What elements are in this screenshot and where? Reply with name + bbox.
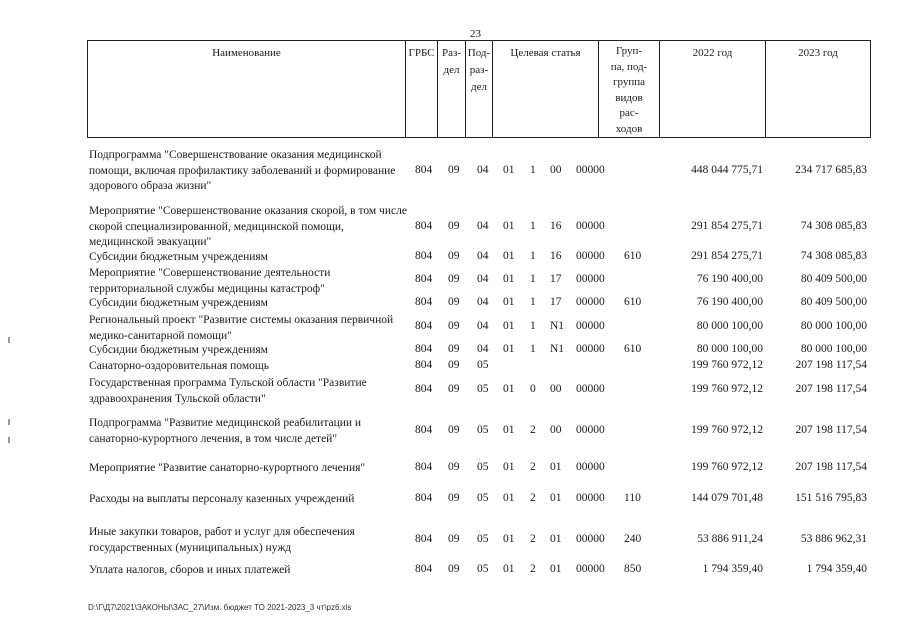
cell-grbs: 804 (415, 533, 433, 545)
cell-grbs: 804 (415, 220, 433, 232)
cell-pr: 05 (477, 533, 489, 545)
row-name: Мероприятие "Совершенствование деятельности территориальной службы медицины катастроф" (89, 267, 331, 295)
cell-grbs: 804 (415, 164, 433, 176)
cell-s: 2 (530, 492, 536, 504)
cell-y2023: 234 717 685,83 (795, 164, 867, 176)
cell-c: 00000 (576, 492, 605, 504)
cell-c: 00000 (576, 220, 605, 232)
margin-mark (8, 419, 10, 425)
cell-p: 01 (503, 320, 515, 332)
cell-y2023: 207 198 117,54 (795, 461, 867, 473)
header-2022: 2022 год (660, 41, 766, 137)
cell-p: 01 (503, 220, 515, 232)
cell-y2022: 199 760 972,12 (691, 383, 763, 395)
cell-n: 01 (550, 461, 562, 473)
cell-rz: 09 (448, 164, 460, 176)
cell-n: 16 (550, 250, 562, 262)
row-name: Иные закупки товаров, работ и услуг для обеспечения государственных (муниципальных) нужд (89, 526, 355, 554)
cell-p: 01 (503, 563, 515, 575)
cell-grbs: 804 (415, 492, 433, 504)
cell-y2022: 1 794 359,40 (702, 563, 763, 575)
cell-n: N1 (550, 343, 565, 355)
cell-rz: 09 (448, 383, 460, 395)
cell-y2022: 291 854 275,71 (691, 250, 763, 262)
cell-n: 01 (550, 563, 562, 575)
cell-grbs: 804 (415, 250, 433, 262)
cell-n: 00 (550, 424, 562, 436)
cell-vr: 610 (624, 296, 642, 308)
row-name: Подпрограмма "Совершенствование оказания медицинской помощи, включая профилактику заболеваний и формирование здорового образа жизни" (89, 149, 396, 192)
cell-y2022: 199 760 972,12 (691, 461, 763, 473)
cell-y2023: 80 409 500,00 (800, 273, 867, 285)
cell-c: 00000 (576, 424, 605, 436)
row-name: Субсидии бюджетным учреждениям (89, 344, 268, 356)
cell-vr: 240 (624, 533, 642, 545)
cell-vr: 850 (624, 563, 642, 575)
cell-y2022: 80 000 100,00 (696, 320, 763, 332)
cell-pr: 04 (477, 343, 489, 355)
row-name: Мероприятие "Развитие санаторно-курортного лечения" (89, 462, 366, 474)
cell-pr: 04 (477, 320, 489, 332)
row-name: Государственная программа Тульской области "Развитие здравоохранения Тульской области" (89, 377, 367, 405)
cell-n: 17 (550, 296, 562, 308)
cell-pr: 04 (477, 296, 489, 308)
cell-c: 00000 (576, 273, 605, 285)
row-name: Санаторно-оздоровительная помощь (89, 360, 269, 372)
cell-y2022: 53 886 911,24 (697, 533, 763, 545)
cell-rz: 09 (448, 273, 460, 285)
cell-vr: 110 (624, 492, 641, 504)
cell-p: 01 (503, 273, 515, 285)
cell-y2023: 53 886 962,31 (800, 533, 867, 545)
cell-y2022: 76 190 400,00 (696, 296, 763, 308)
cell-y2022: 80 000 100,00 (696, 343, 763, 355)
cell-y2022: 448 044 775,71 (691, 164, 763, 176)
row-name: Подпрограмма "Развитие медицинской реабилитации и санаторно-курортного лечения, в том числе детей" (89, 417, 362, 445)
cell-pr: 05 (477, 383, 489, 395)
cell-n: 00 (550, 383, 562, 395)
cell-n: 01 (550, 533, 562, 545)
cell-c: 00000 (576, 563, 605, 575)
cell-p: 01 (503, 383, 515, 395)
cell-n: 17 (550, 273, 562, 285)
cell-rz: 09 (448, 359, 460, 371)
cell-c: 00000 (576, 296, 605, 308)
cell-rz: 09 (448, 563, 460, 575)
header-name: Наименование (88, 41, 406, 137)
cell-rz: 09 (448, 424, 460, 436)
cell-grbs: 804 (415, 359, 433, 371)
cell-grbs: 804 (415, 343, 433, 355)
cell-pr: 05 (477, 492, 489, 504)
cell-p: 01 (503, 492, 515, 504)
cell-c: 00000 (576, 164, 605, 176)
cell-pr: 05 (477, 359, 489, 371)
cell-rz: 09 (448, 343, 460, 355)
cell-s: 2 (530, 563, 536, 575)
header-target: Целевая статья (493, 41, 599, 137)
file-path-footer: D:\Г\Д7\2021\ЗАКОНЫ\ЗАС_27\Изм. бюджет ТО 2021-2023_3 чт\рz6.xls (88, 603, 352, 612)
cell-pr: 04 (477, 220, 489, 232)
cell-pr: 04 (477, 273, 489, 285)
cell-grbs: 804 (415, 273, 433, 285)
cell-s: 1 (530, 296, 536, 308)
header-grbs: ГРБС (406, 41, 438, 137)
cell-y2022: 199 760 972,12 (691, 359, 763, 371)
cell-n: 00 (550, 164, 562, 176)
margin-mark (8, 437, 10, 443)
cell-c: 00000 (576, 383, 605, 395)
cell-p: 01 (503, 461, 515, 473)
row-name: Мероприятие "Совершенствование оказания скорой, в том числе скорой специализированной, медицинской помощи, медицинской эвакуации" (89, 205, 407, 248)
table-header (87, 40, 871, 138)
cell-grbs: 804 (415, 383, 433, 395)
cell-y2023: 80 409 500,00 (800, 296, 867, 308)
cell-y2023: 151 516 795,83 (795, 492, 867, 504)
margin-mark (8, 337, 10, 343)
cell-vr: 610 (624, 343, 642, 355)
header-group: Груп- па, под- группа видов рас- ходов (599, 41, 660, 137)
row-name: Субсидии бюджетным учреждениям (89, 251, 268, 263)
header-podrazdel: Под- раз- дел (466, 41, 493, 137)
cell-y2022: 144 079 701,48 (691, 492, 763, 504)
cell-y2022: 291 854 275,71 (691, 220, 763, 232)
cell-rz: 09 (448, 461, 460, 473)
cell-p: 01 (503, 164, 515, 176)
cell-pr: 05 (477, 424, 489, 436)
cell-rz: 09 (448, 296, 460, 308)
cell-c: 00000 (576, 461, 605, 473)
cell-p: 01 (503, 343, 515, 355)
cell-y2023: 80 000 100,00 (800, 320, 867, 332)
cell-p: 01 (503, 424, 515, 436)
cell-s: 0 (530, 383, 536, 395)
cell-grbs: 804 (415, 320, 433, 332)
cell-p: 01 (503, 250, 515, 262)
cell-n: 01 (550, 492, 562, 504)
cell-s: 2 (530, 533, 536, 545)
cell-y2023: 74 308 085,83 (800, 250, 867, 262)
cell-rz: 09 (448, 320, 460, 332)
cell-pr: 04 (477, 164, 489, 176)
cell-grbs: 804 (415, 563, 433, 575)
cell-rz: 09 (448, 533, 460, 545)
cell-n: 16 (550, 220, 562, 232)
cell-s: 2 (530, 461, 536, 473)
cell-grbs: 804 (415, 424, 433, 436)
cell-p: 01 (503, 533, 515, 545)
cell-y2022: 76 190 400,00 (696, 273, 763, 285)
page-number: 23 (470, 28, 481, 40)
cell-c: 00000 (576, 343, 605, 355)
cell-grbs: 804 (415, 296, 433, 308)
cell-y2023: 207 198 117,54 (795, 383, 867, 395)
header-razdel: Раз- дел (438, 41, 466, 137)
cell-s: 1 (530, 250, 536, 262)
cell-y2023: 207 198 117,54 (795, 424, 867, 436)
cell-c: 00000 (576, 320, 605, 332)
cell-s: 1 (530, 273, 536, 285)
cell-vr: 610 (624, 250, 642, 262)
cell-pr: 05 (477, 563, 489, 575)
cell-s: 1 (530, 320, 536, 332)
cell-c: 00000 (576, 533, 605, 545)
cell-s: 1 (530, 220, 536, 232)
cell-y2023: 207 198 117,54 (795, 359, 867, 371)
cell-rz: 09 (448, 220, 460, 232)
cell-s: 1 (530, 164, 536, 176)
header-2023: 2023 год (798, 47, 838, 59)
cell-y2023: 74 308 085,83 (800, 220, 867, 232)
cell-grbs: 804 (415, 461, 433, 473)
cell-y2022: 199 760 972,12 (691, 424, 763, 436)
row-name: Региональный проект "Развитие системы оказания первичной медико-санитарной помощи" (89, 314, 394, 342)
cell-n: N1 (550, 320, 565, 332)
row-name: Уплата налогов, сборов и иных платежей (89, 564, 291, 576)
row-name: Субсидии бюджетным учреждениям (89, 297, 268, 309)
cell-y2023: 80 000 100,00 (800, 343, 867, 355)
cell-s: 2 (530, 424, 536, 436)
cell-rz: 09 (448, 492, 460, 504)
cell-p: 01 (503, 296, 515, 308)
row-name: Расходы на выплаты персоналу казенных учреждений (89, 493, 355, 505)
cell-c: 00000 (576, 250, 605, 262)
cell-rz: 09 (448, 250, 460, 262)
cell-s: 1 (530, 343, 536, 355)
cell-pr: 04 (477, 250, 489, 262)
cell-pr: 05 (477, 461, 489, 473)
cell-y2023: 1 794 359,40 (806, 563, 867, 575)
